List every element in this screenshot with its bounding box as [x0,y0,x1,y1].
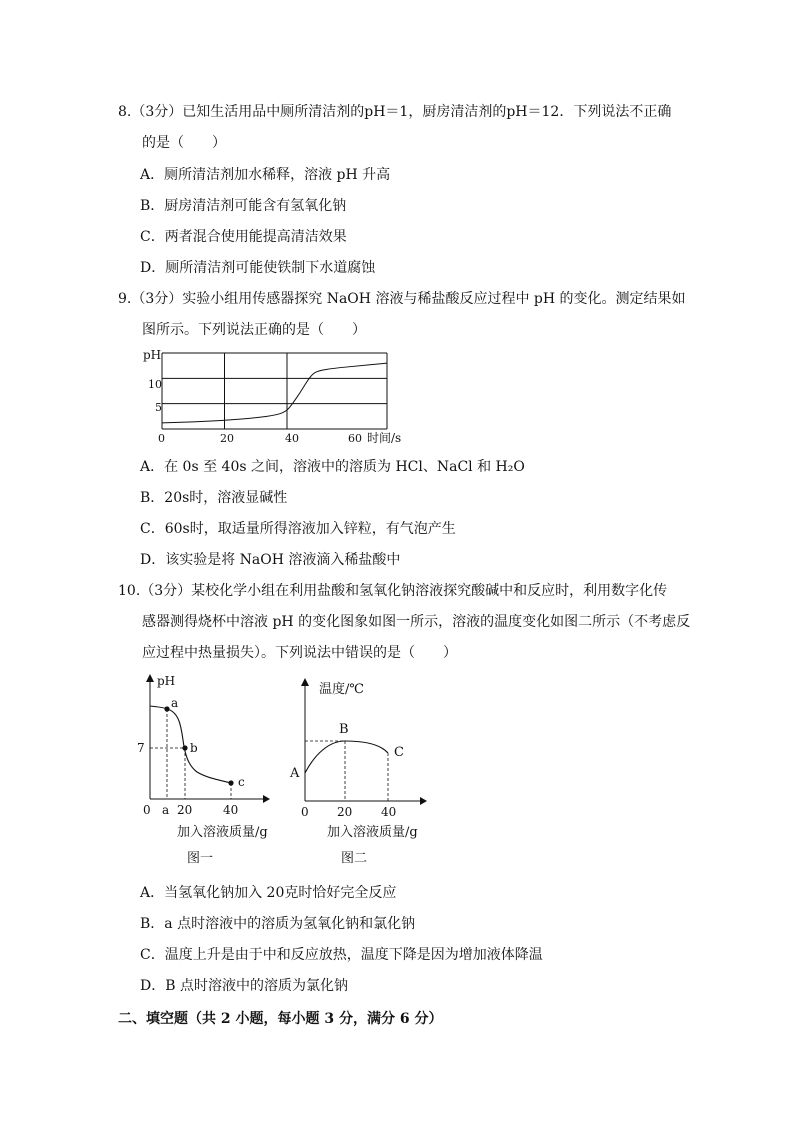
fig1-x-tick-20: 20 [177,803,193,817]
q9-x-tick-20: 20 [220,432,234,445]
section-2-heading: 二、填空题（共 2 小题，每小题 3 分，满分 6 分） [118,1011,443,1027]
q10-stem-line3: 应过程中热量损失）。下列说法中错误的是（ ） [142,645,457,661]
fig2-x-tick-20: 20 [337,805,353,819]
q10-option-b: B．a 点时溶液中的溶质为氢氧化钠和氯化钠 [140,916,416,932]
q8-stem-line1: 8.（3分）已知生活用品中厕所清洁剂的pH＝1，厨房清洁剂的pH＝12．下列说法不正确 [118,104,672,120]
q9-x-tick-60: 60 [348,432,362,445]
fig2-label-B: B [339,722,349,737]
fig1-x-tick-a: a [162,803,170,817]
fig1-y-axis-label: pH [157,674,176,688]
fig2-y-arrow [301,678,309,686]
q9-y-tick-10: 10 [148,378,162,391]
q10-figure-one [135,668,275,868]
fig2-temperature-curve [305,741,388,773]
q10-stem-line1: 10.（3分）某校化学小组在利用盐酸和氢氧化钠溶液探究酸碱中和反应时，利用数字化传 [118,583,668,599]
q9-ph-chart [135,343,425,453]
q9-option-a: A．在 0s 至 40s 之间，溶液中的溶质为 HCl、NaCl 和 H₂O [140,459,525,475]
fig2-y-axis-label: 温度/℃ [319,682,364,697]
fig1-point-b [182,745,187,750]
fig1-point-a [164,706,169,711]
fig1-caption: 图一 [187,851,214,866]
fig2-x-axis-label: 加入溶液质量/g [327,825,418,840]
fig1-y-arrow [146,674,154,682]
fig1-label-c: c [238,775,245,789]
fig2-label-C: C [394,745,404,760]
fig1-y-tick-7: 7 [137,741,145,755]
q8-option-d: D．厕所清洁剂可能使铁制下水道腐蚀 [140,260,376,276]
q8-option-b: B．厨房清洁剂可能含有氢氧化钠 [140,198,347,214]
q8-option-c: C．两者混合使用能提高清洁效果 [140,229,347,245]
fig2-caption: 图二 [341,851,368,866]
q9-option-c: C．60s时，取适量所得溶液加入锌粒，有气泡产生 [140,521,456,537]
q9-y-axis-label: pH [143,348,162,362]
fig2-x-tick-40: 40 [381,805,397,819]
q9-stem-line1: 9.（3分）实验小组用传感器探究 NaOH 溶液与稀盐酸反应过程中 pH 的变化。测定结果如 [118,291,686,307]
fig2-label-A: A [290,766,300,781]
fig1-point-c [228,780,233,785]
fig2-x-tick-0: 0 [301,805,309,819]
fig2-x-arrow [420,797,427,805]
q10-figure-two [285,668,445,868]
fig1-x-tick-40: 40 [223,803,239,817]
q9-option-b: B．20s时，溶液显碱性 [140,490,288,506]
fig1-x-arrow [263,795,270,803]
q10-option-c: C．温度上升是由于中和反应放热，温度下降是因为增加液体降温 [140,947,543,963]
q10-stem-line2: 感器测得烧杯中溶液 pH 的变化图象如图一所示，溶液的温度变化如图二所示（不考虑反 [142,614,691,630]
q9-ph-curve [162,363,387,423]
q9-stem-line2: 图所示。下列说法正确的是（ ） [142,322,366,338]
q9-y-tick-5: 5 [155,401,162,414]
q10-option-d: D．B 点时溶液中的溶质为氯化钠 [140,978,348,994]
q10-option-a: A．当氢氧化钠加入 20克时恰好完全反应 [140,885,397,901]
q8-option-a: A．厕所清洁剂加水稀释，溶液 pH 升高 [140,167,391,183]
fig1-label-b: b [190,741,198,755]
fig1-label-a: a [171,696,179,710]
q8-stem-line2: 的是（ ） [142,135,226,151]
q9-x-tick-0: 0 [158,432,165,445]
q9-x-axis-label: 时间/s [367,431,402,445]
q9-option-d: D．该实验是将 NaOH 溶液滴入稀盐酸中 [140,552,401,568]
fig1-x-axis-label: 加入溶液质量/g [177,825,268,840]
q9-x-tick-40: 40 [285,432,299,445]
fig1-x-tick-0: 0 [143,803,151,817]
